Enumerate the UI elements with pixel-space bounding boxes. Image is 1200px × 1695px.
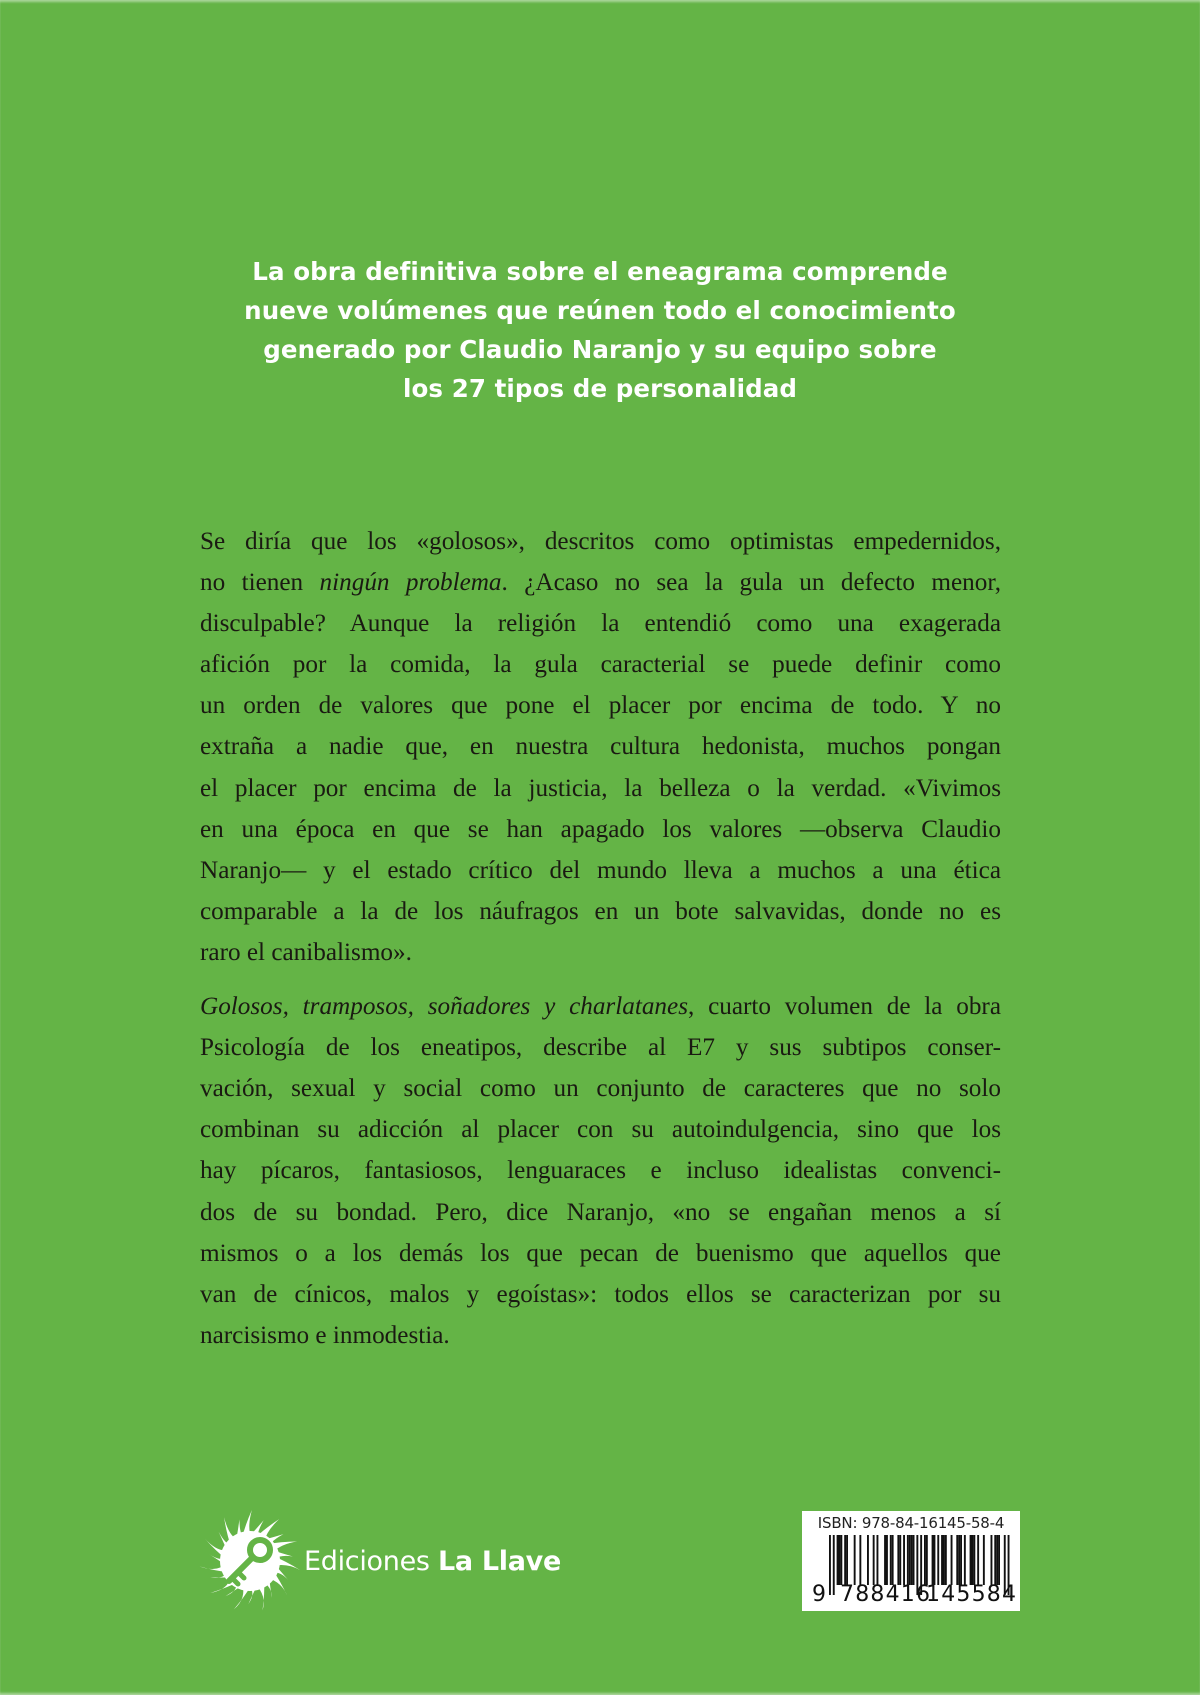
barcode-digit-group: 9 — [812, 1582, 826, 1607]
text-line — [200, 521, 1001, 562]
barcode-digit-group: 145584 — [926, 1582, 1018, 1607]
barcode-bar — [867, 1535, 869, 1585]
text-run: disculpable? Aunque la religión la entendió como una exagerada — [200, 610, 1001, 638]
text-run: en una época en que se han apagado los valores —observa Claudio — [200, 815, 1001, 843]
barcode-bar — [903, 1535, 905, 1585]
text-line — [200, 891, 1001, 932]
barcode-bar — [837, 1535, 839, 1585]
synopsis — [200, 521, 1001, 1356]
italic-text: Golosos, tramposos, soñadores y charlatanes — [200, 993, 688, 1021]
barcode-digit-group: 788416 — [840, 1582, 932, 1607]
barcode-bar — [854, 1535, 856, 1585]
text-run: combinan su adicción al placer con su autoindulgencia, sino que los — [200, 1116, 1001, 1144]
barcode-digits — [802, 1582, 1020, 1610]
sun-with-key-icon — [194, 1505, 306, 1617]
text-run: no tienen — [200, 569, 320, 597]
barcode-bar — [972, 1535, 974, 1585]
text-run: van de cínicos, malos y egoístas»: todos ellos se caracterizan por su — [200, 1280, 1001, 1308]
text-line — [200, 562, 1001, 603]
barcode-bar — [941, 1535, 943, 1585]
text-line — [200, 1315, 1001, 1356]
headline-line: los 27 tipos de personalidad — [402, 374, 798, 403]
italic-text: ningún problema — [319, 569, 502, 597]
text-line — [200, 1027, 1001, 1068]
barcode-bar — [873, 1535, 875, 1585]
text-run: comparable a la de los náufragos en un bote salvavidas, donde no es — [200, 897, 1001, 925]
text-line — [200, 1192, 1001, 1233]
barcode-bar — [877, 1535, 879, 1585]
paragraph-gap — [200, 973, 1001, 986]
text-run: hay pícaros, fantasiosos, lenguaraces e incluso idealistas convenci- — [200, 1157, 1001, 1185]
headline-line: generado por Claudio Naranjo y su equipo sobre — [263, 335, 937, 364]
barcode-bar — [892, 1535, 894, 1585]
barcode-bar — [897, 1535, 899, 1585]
isbn-barcode — [802, 1511, 1020, 1611]
publisher-name-regular: Ediciones — [304, 1545, 438, 1577]
barcode-bar — [956, 1535, 958, 1585]
text-line — [200, 809, 1001, 850]
barcode-bar — [996, 1535, 998, 1585]
barcode-bar — [913, 1535, 915, 1585]
text-run: afición por la comida, la gula caracterial se puede definir como — [200, 651, 1001, 679]
barcode-bar — [844, 1535, 846, 1585]
text-line — [200, 644, 1001, 685]
barcode-bar — [958, 1535, 960, 1585]
barcode-bar — [951, 1535, 953, 1585]
text-line — [200, 603, 1001, 644]
text-line — [200, 768, 1001, 809]
barcode-bar — [960, 1535, 962, 1585]
barcode-bar — [994, 1535, 996, 1585]
text-run: vación, sexual y social como un conjunto de caracteres que no solo — [200, 1075, 1001, 1103]
barcode-bar — [964, 1535, 966, 1585]
barcode-bar — [945, 1535, 947, 1585]
text-line — [200, 1233, 1001, 1274]
barcode-bar — [911, 1535, 913, 1585]
text-line — [200, 986, 1001, 1027]
text-run: Naranjo— y el estado crítico del mundo lleva a muchos a una ética — [200, 856, 1001, 884]
barcode-bar — [970, 1535, 972, 1585]
barcode-bar — [890, 1535, 892, 1585]
headline — [150, 252, 1050, 408]
text-run: raro el canibalismo». — [200, 938, 412, 966]
text-run: mismos o a los demás los que pecan de buenismo que aquellos que — [200, 1239, 1001, 1267]
text-line — [200, 726, 1001, 767]
barcode-bar — [899, 1535, 901, 1585]
text-run: un orden de valores que pone el placer por encima de todo. Y no — [200, 692, 1001, 720]
text-line — [200, 850, 1001, 891]
text-line — [200, 1068, 1001, 1109]
barcode-bar — [859, 1535, 861, 1585]
barcode-bar — [924, 1535, 926, 1585]
headline-line: nueve volúmenes que reúnen todo el conocimiento — [244, 296, 956, 325]
barcode-bar — [998, 1535, 1000, 1585]
text-run: narcisismo e inmodestia. — [200, 1321, 450, 1349]
barcode-bar — [839, 1535, 841, 1585]
synopsis-paragraph — [200, 521, 1001, 973]
barcode-bar — [846, 1535, 848, 1585]
text-line — [200, 932, 1001, 973]
barcode-bar — [934, 1535, 936, 1585]
headline-line: La obra definitiva sobre el eneagrama comprende — [252, 257, 948, 286]
synopsis-paragraph — [200, 986, 1001, 1356]
text-run: el placer por encima de la justicia, la belleza o la verdad. «Vivimos — [200, 774, 1001, 802]
text-run: Se diría que los «golosos», descritos como optimistas empedernidos, — [200, 528, 1001, 555]
barcode-bar — [983, 1535, 985, 1585]
publisher-name-bold: La Llave — [437, 1545, 561, 1577]
text-run: . ¿Acaso no sea la gula un defecto menor, — [501, 569, 1002, 597]
isbn-label: ISBN: 978-84-16145-58-4 — [817, 1514, 1005, 1532]
barcode-bar — [884, 1535, 886, 1585]
barcode-bar — [932, 1535, 934, 1585]
barcode-bar — [840, 1535, 842, 1585]
text-line — [200, 685, 1001, 726]
text-run: extraña a nadie que, en nuestra cultura hedonista, muchos pongan — [200, 733, 1001, 761]
barcode-bar — [991, 1535, 993, 1585]
publisher-name — [304, 1546, 561, 1577]
text-run: , cuarto volumen de la obra — [688, 993, 1001, 1021]
barcode-bar — [937, 1535, 939, 1585]
barcode-bar — [909, 1535, 911, 1585]
barcode-bar — [886, 1535, 888, 1585]
barcode-bar — [943, 1535, 945, 1585]
publisher-brand — [200, 1505, 561, 1617]
text-run: Psicología de los eneatipos, describe al E7 y sus subtipos conser- — [200, 1034, 1001, 1062]
barcode-bar — [977, 1535, 979, 1585]
barcode-bar — [907, 1535, 909, 1585]
barcode-bar — [973, 1535, 975, 1585]
text-line — [200, 1150, 1001, 1191]
text-run: dos de su bondad. Pero, dice Naranjo, «no se engañan menos a sí — [200, 1198, 1001, 1226]
barcode-bar — [926, 1535, 928, 1585]
text-line — [200, 1109, 1001, 1150]
text-line — [200, 1274, 1001, 1315]
